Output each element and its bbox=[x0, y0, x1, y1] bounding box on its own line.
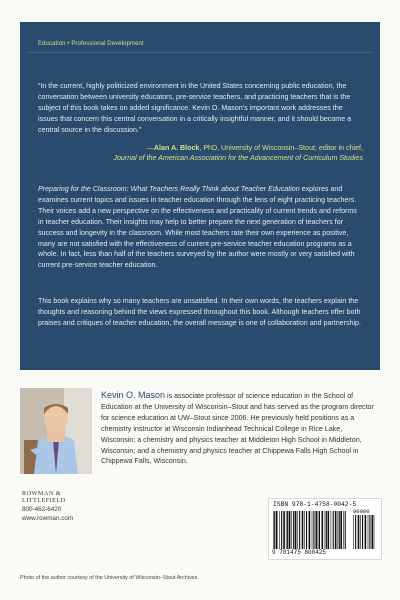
barcode-bar bbox=[360, 515, 361, 549]
barcode-bar bbox=[338, 511, 339, 549]
barcode-bar bbox=[322, 511, 324, 549]
barcode-bar bbox=[340, 511, 342, 549]
barcode-bar bbox=[302, 511, 304, 549]
book-title: Preparing for the Classroom: What Teachers Really Think about Teacher Education bbox=[38, 185, 300, 193]
barcode-bar bbox=[353, 515, 354, 549]
publisher-logo-line-1: ROWMAN & bbox=[22, 490, 62, 497]
barcode-bar bbox=[326, 511, 327, 549]
barcode-bar bbox=[318, 511, 319, 549]
isbn-barcode bbox=[273, 511, 347, 549]
barcode-bar bbox=[279, 511, 280, 549]
barcode-bar bbox=[283, 511, 285, 549]
barcode-bar bbox=[316, 511, 318, 549]
barcode-digits: 9 781475 800425 bbox=[272, 549, 327, 556]
barcode-bar bbox=[319, 511, 320, 549]
barcode-bar bbox=[313, 511, 314, 549]
barcode-bar bbox=[335, 511, 337, 549]
barcode-bar bbox=[369, 515, 370, 549]
price-barcode bbox=[353, 515, 375, 553]
barcode-bar bbox=[374, 515, 375, 549]
barcode-bar bbox=[291, 511, 292, 549]
barcode-bar bbox=[286, 511, 287, 549]
description-paragraph-1 bbox=[38, 184, 363, 271]
barcode-bar bbox=[339, 511, 340, 549]
publisher-phone: 800-462-6420 bbox=[22, 505, 62, 513]
barcode-bar bbox=[355, 515, 356, 549]
barcode-bar bbox=[276, 511, 278, 549]
barcode-bar bbox=[297, 511, 298, 549]
barcode-bar bbox=[372, 515, 374, 549]
barcode-bar bbox=[299, 511, 300, 549]
endorser-affiliation: , PhD, University of Wisconsin–Stout; editor in chief, bbox=[199, 144, 363, 152]
divider-line bbox=[28, 52, 372, 53]
barcode-bar bbox=[309, 511, 311, 549]
description-text-1: explores and examines current topics and issues in teacher education through the lens of eight practicing teachers. Their voices add a new perspective on the effectiveness and practicality of current trends and reforms in teacher education. Their insights may help to better prepare the next generation of teachers for success and longevity in the classroom. While most teachers rate their own experience as positive, many are not satisfied with the effectiveness of current pre-service teacher education programs as a whole. In fact, less than half of the teachers surveyed by the author were mostly or very satisfied with current pre-service teacher education. bbox=[38, 185, 357, 270]
author-photo-illustration bbox=[20, 388, 92, 474]
barcode-bar bbox=[345, 511, 346, 549]
description-paragraph-2: This book explains why so many teachers are unsatisfied. In their own words, the teachers explain the thoughts and reasoning behind the views expressed throughout this book. Although teachers offer both praises and critiques of teacher education, the overall message is one of collaboration and partnership. bbox=[38, 297, 361, 327]
barcode-bar bbox=[358, 515, 360, 549]
barcode-box bbox=[268, 498, 382, 560]
barcode-bar bbox=[289, 511, 291, 549]
category-label: Education • Professional Development bbox=[38, 41, 144, 47]
barcode-bar bbox=[328, 511, 330, 549]
isbn-label: ISBN 978-1-4758-0042-5 bbox=[273, 501, 357, 508]
price-code: 90000 bbox=[353, 508, 370, 515]
endorsement-attribution bbox=[147, 144, 363, 152]
barcode-bar bbox=[306, 511, 307, 549]
barcode-bar bbox=[304, 511, 305, 549]
endorser-name: Alan A. Block bbox=[153, 144, 200, 152]
endorsement-quote: “In the current, highly politicized environment in the United States concerning public education, the conversation between university educators, pre-service teachers, and practicing teachers that is the subject of this book takes on added significance. Kevin O. Mason’s important work addresses the issues that concern this central conversation in a critically insightful manner, and it should become a central source in the discussion.” bbox=[38, 82, 352, 134]
barcode-bar bbox=[331, 511, 332, 549]
barcode-bar bbox=[362, 515, 363, 549]
attrib-dash: — bbox=[146, 144, 154, 152]
publisher-url: www.rowman.com bbox=[22, 514, 74, 522]
barcode-bar bbox=[293, 511, 294, 549]
barcode-bar bbox=[295, 511, 297, 549]
barcode-bar bbox=[273, 511, 274, 549]
barcode-bar bbox=[312, 511, 313, 549]
author-bio-text: is associate professor of science education in the School of Education at the University of Wisconsin–Stout and has served as the program director for science education at UW–Stout since 2006. He previously held positions as a chemistry instructor at Wisconsin Indianhead Technical College in Rice Lake, Wisconsin; a chemistry and physics teacher at Middleton High School in Middleton, Wisconsin; and a chemistry and physics teacher at Chippewa Falls High School in Chippewa Falls, Wisconsin. bbox=[101, 392, 374, 466]
endorser-journal: Journal of the American Association for the Advancement of Curriculum Studies bbox=[113, 154, 363, 162]
author-bio bbox=[101, 390, 377, 467]
author-name: Kevin O. Mason bbox=[101, 390, 166, 400]
photo-credit: Photo of the author courtesy of the University of Wisconsin–Stout Archives. bbox=[20, 575, 199, 581]
publisher-block bbox=[22, 490, 92, 522]
barcode-bar bbox=[333, 511, 334, 549]
barcode-bar bbox=[343, 511, 344, 549]
barcode-bar bbox=[287, 511, 288, 549]
barcode-bar bbox=[365, 515, 367, 549]
barcode-bar bbox=[368, 515, 369, 549]
author-photo bbox=[20, 388, 92, 474]
barcode-bar bbox=[274, 511, 275, 549]
publisher-logo-line-2: LITTLEFIELD bbox=[22, 497, 66, 505]
barcode-bar bbox=[325, 511, 326, 549]
barcode-bar bbox=[281, 511, 282, 549]
